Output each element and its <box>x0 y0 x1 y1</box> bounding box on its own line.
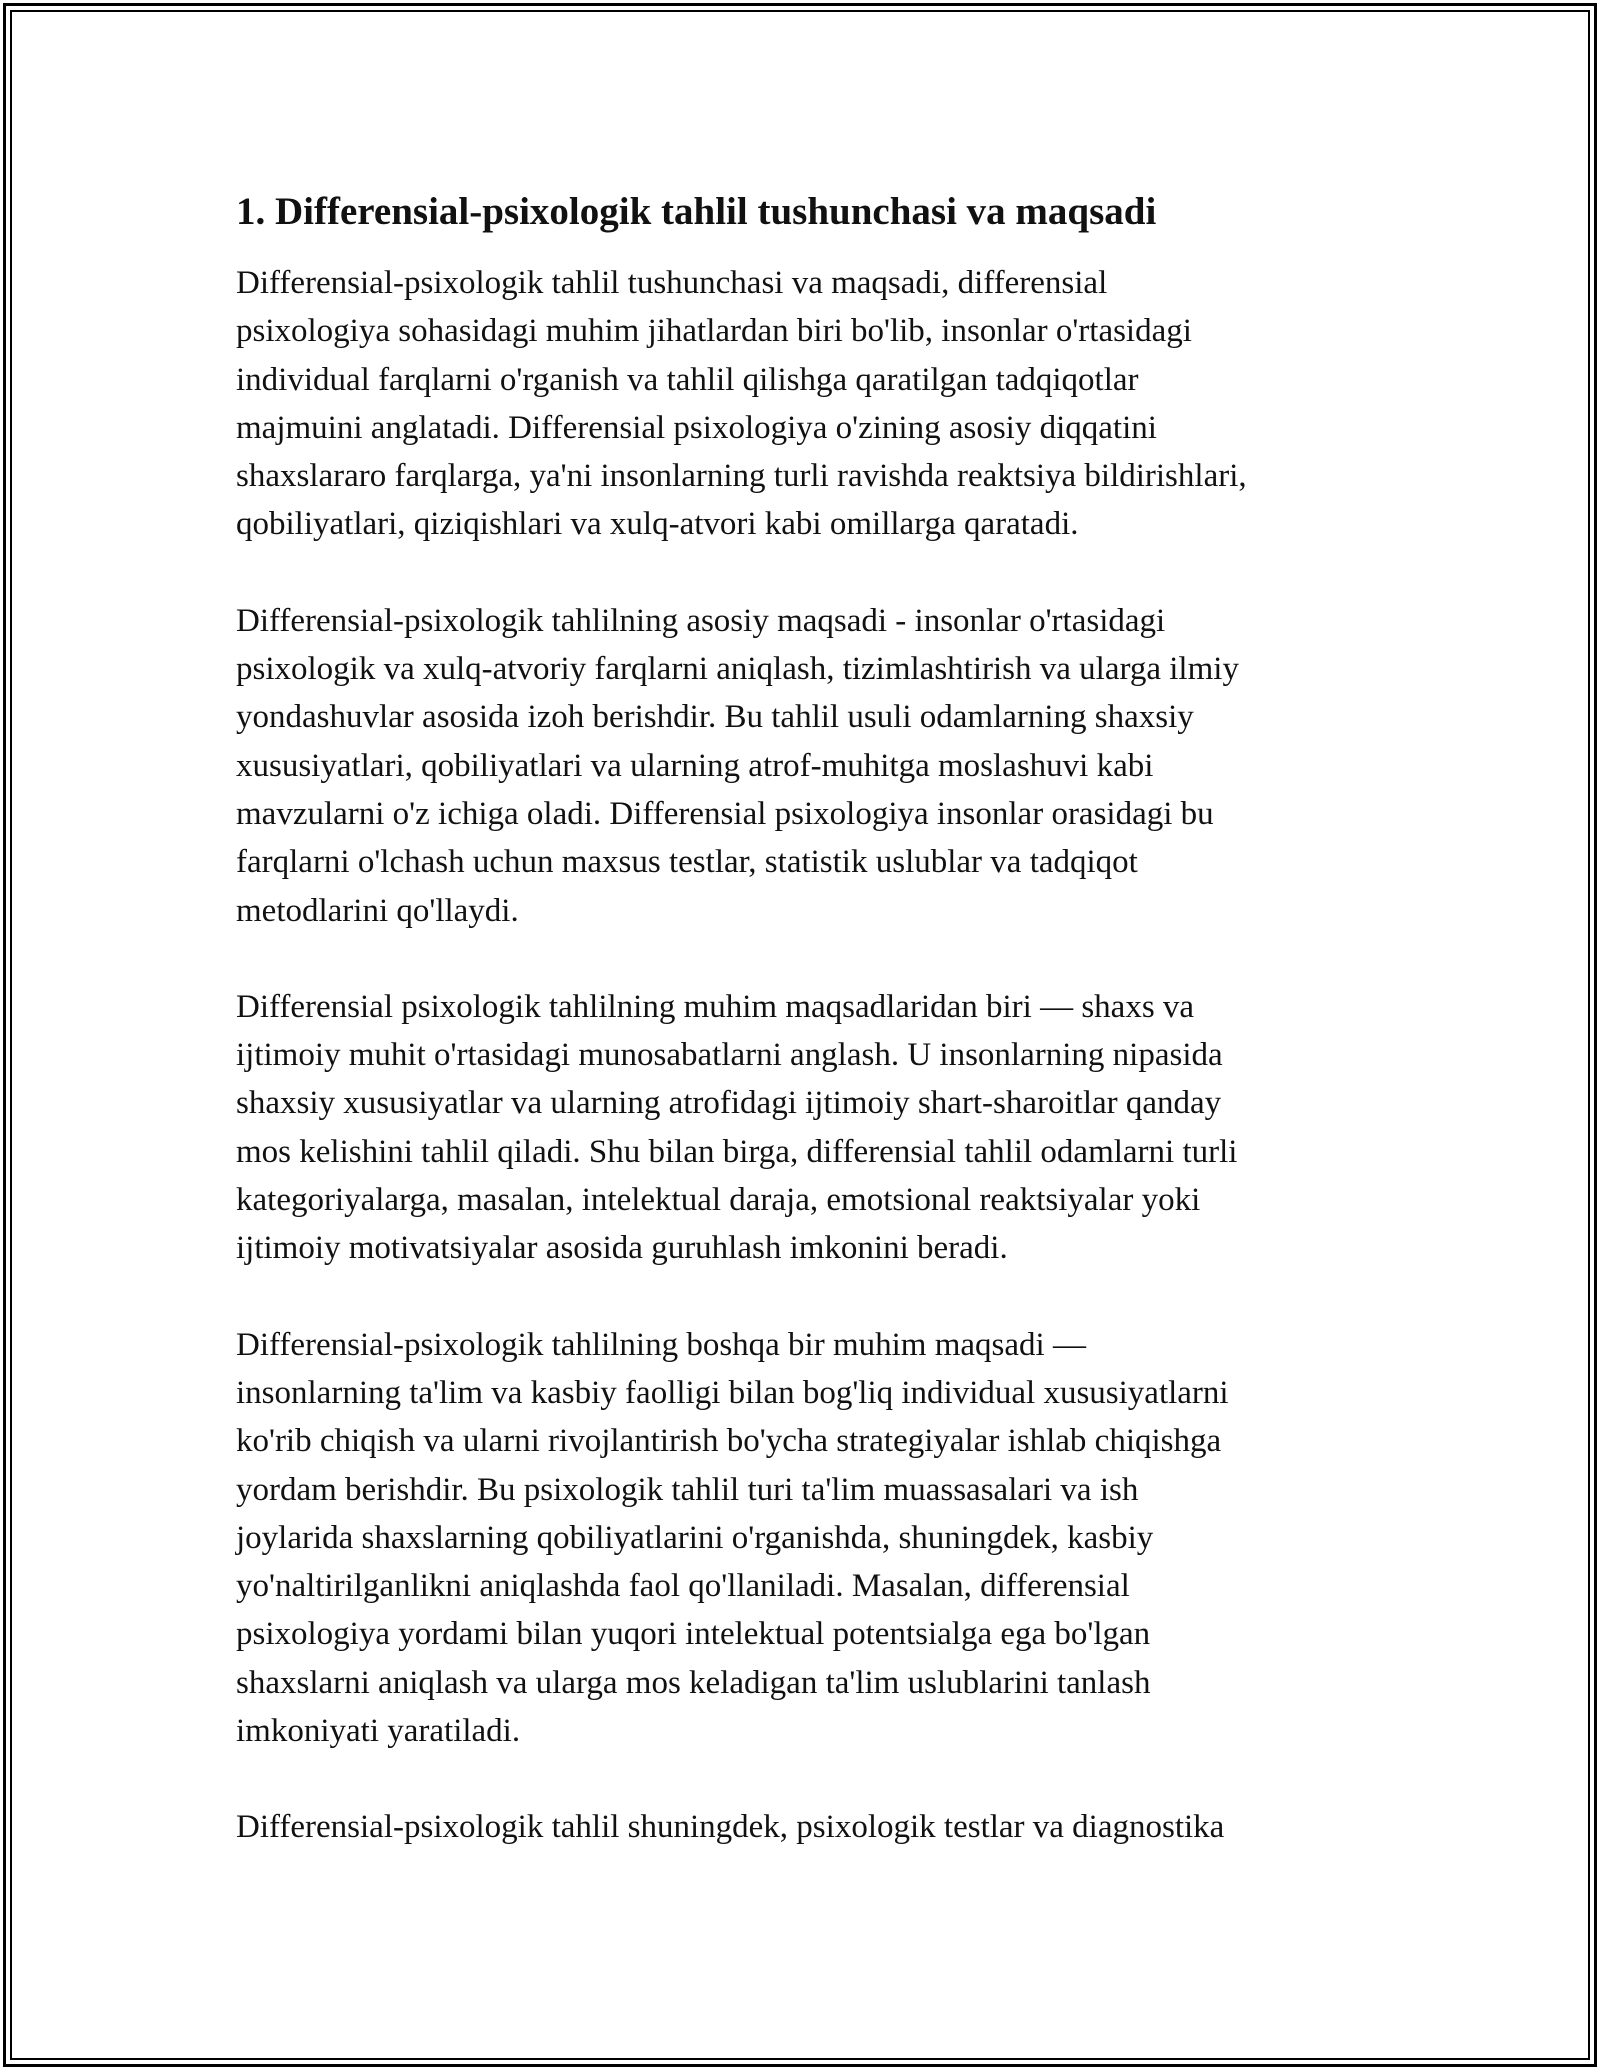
paragraph-line: shaxsiy xususiyatlar va ularning atrofidagi ijtimoiy shart-sharoitlar qanday <box>236 1085 1222 1122</box>
paragraph-line: Differensial-psixologik tahlilning asosiy maqsadi - insonlar o'rtasidagi <box>236 602 1166 639</box>
paragraph-5 <box>236 1803 1376 1851</box>
paragraph-line: yordam berishdir. Bu psixologik tahlil turi ta'lim muassasalari va ish <box>236 1471 1139 1508</box>
paragraph-line: metodlarini qo'llaydi. <box>236 892 519 929</box>
paragraph-line: farqlarni o'lchash uchun maxsus testlar, statistik uslublar va tadqiqot <box>236 844 1138 881</box>
paragraph-line: yo'naltirilganlikni aniqlashda faol qo'llaniladi. Masalan, differensial <box>236 1568 1130 1605</box>
paragraph-line: kategoriyalarga, masalan, intelektual daraja, emotsional reaktsiyalar yoki <box>236 1182 1201 1219</box>
paragraph-line: mos kelishini tahlil qiladi. Shu bilan birga, differensial tahlil odamlarni turli <box>236 1133 1238 1170</box>
paragraph-line: imkoniyati yaratiladi. <box>236 1713 521 1750</box>
paragraph-line: ko'rib chiqish va ularni rivojlantirish bo'ycha strategiyalar ishlab chiqishga <box>236 1423 1222 1460</box>
paragraph-3 <box>236 983 1376 1273</box>
section-heading: 1. Differensial-psixologik tahlil tushunchasi va maqsadi <box>236 190 1157 233</box>
paragraph-line: Differensial-psixologik tahlil tushunchasi va maqsadi, differensial <box>236 265 1108 301</box>
paragraph-line: shaxslarni aniqlash va ularga mos keladigan ta'lim uslublarini tanlash <box>236 1664 1151 1701</box>
paragraph-line: Differensial psixologik tahlilning muhim maqsadlaridan biri — shaxs va <box>236 988 1195 1025</box>
paragraph-line: yondashuvlar asosida izoh berishdir. Bu tahlil usuli odamlarning shaxsiy <box>236 699 1194 736</box>
paragraph-line: ijtimoiy motivatsiyalar asosida guruhlash imkonini beradi. <box>236 1230 1008 1267</box>
paragraph-line: insonlarning ta'lim va kasbiy faolligi bilan bog'liq individual xususiyatlarni <box>236 1374 1229 1411</box>
paragraph-1 <box>236 259 1376 549</box>
paragraph-line: Differensial-psixologik tahlilning boshqa bir muhim maqsadi — <box>236 1326 1086 1363</box>
document-body <box>236 184 1376 1900</box>
paragraph-line: shaxslararo farqlarga, ya'ni insonlarning turli ravishda reaktsiya bildirishlari, <box>236 458 1247 495</box>
paragraph-line: xususiyatlari, qobiliyatlari va ularning atrof-muhitga moslashuvi kabi <box>236 747 1154 784</box>
paragraph-line: psixologiya sohasidagi muhim jihatlardan biri bo'lib, insonlar o'rtasidagi <box>236 313 1192 350</box>
paragraph-line: Differensial-psixologik tahlil shuningdek, psixologik testlar va diagnostika <box>236 1809 1225 1846</box>
paragraph-line: ijtimoiy muhit o'rtasidagi munosabatlarni anglash. U insonlarning nipasida <box>236 1037 1223 1074</box>
paragraph-line: qobiliyatlari, qiziqishlari va xulq-atvori kabi omillarga qaratadi. <box>236 506 1079 543</box>
paragraph-4 <box>236 1321 1376 1756</box>
paragraph-2 <box>236 597 1376 935</box>
paragraph-line: psixologiya yordami bilan yuqori intelektual potentsialga ega bo'lgan <box>236 1616 1151 1653</box>
paragraph-line: individual farqlarni o'rganish va tahlil qilishga qaratilgan tadqiqotlar <box>236 361 1139 398</box>
paragraph-line: mavzularni o'z ichiga oladi. Differensial psixologiya insonlar orasidagi bu <box>236 795 1214 832</box>
paragraph-line: psixologik va xulq-atvoriy farqlarni aniqlash, tizimlashtirish va ularga ilmiy <box>236 651 1239 688</box>
paragraph-line: joylarida shaxslarning qobiliyatlarini o'rganishda, shuningdek, kasbiy <box>236 1519 1154 1556</box>
paragraph-line: majmuini anglatadi. Differensial psixologiya o'zining asosiy diqqatini <box>236 409 1157 446</box>
